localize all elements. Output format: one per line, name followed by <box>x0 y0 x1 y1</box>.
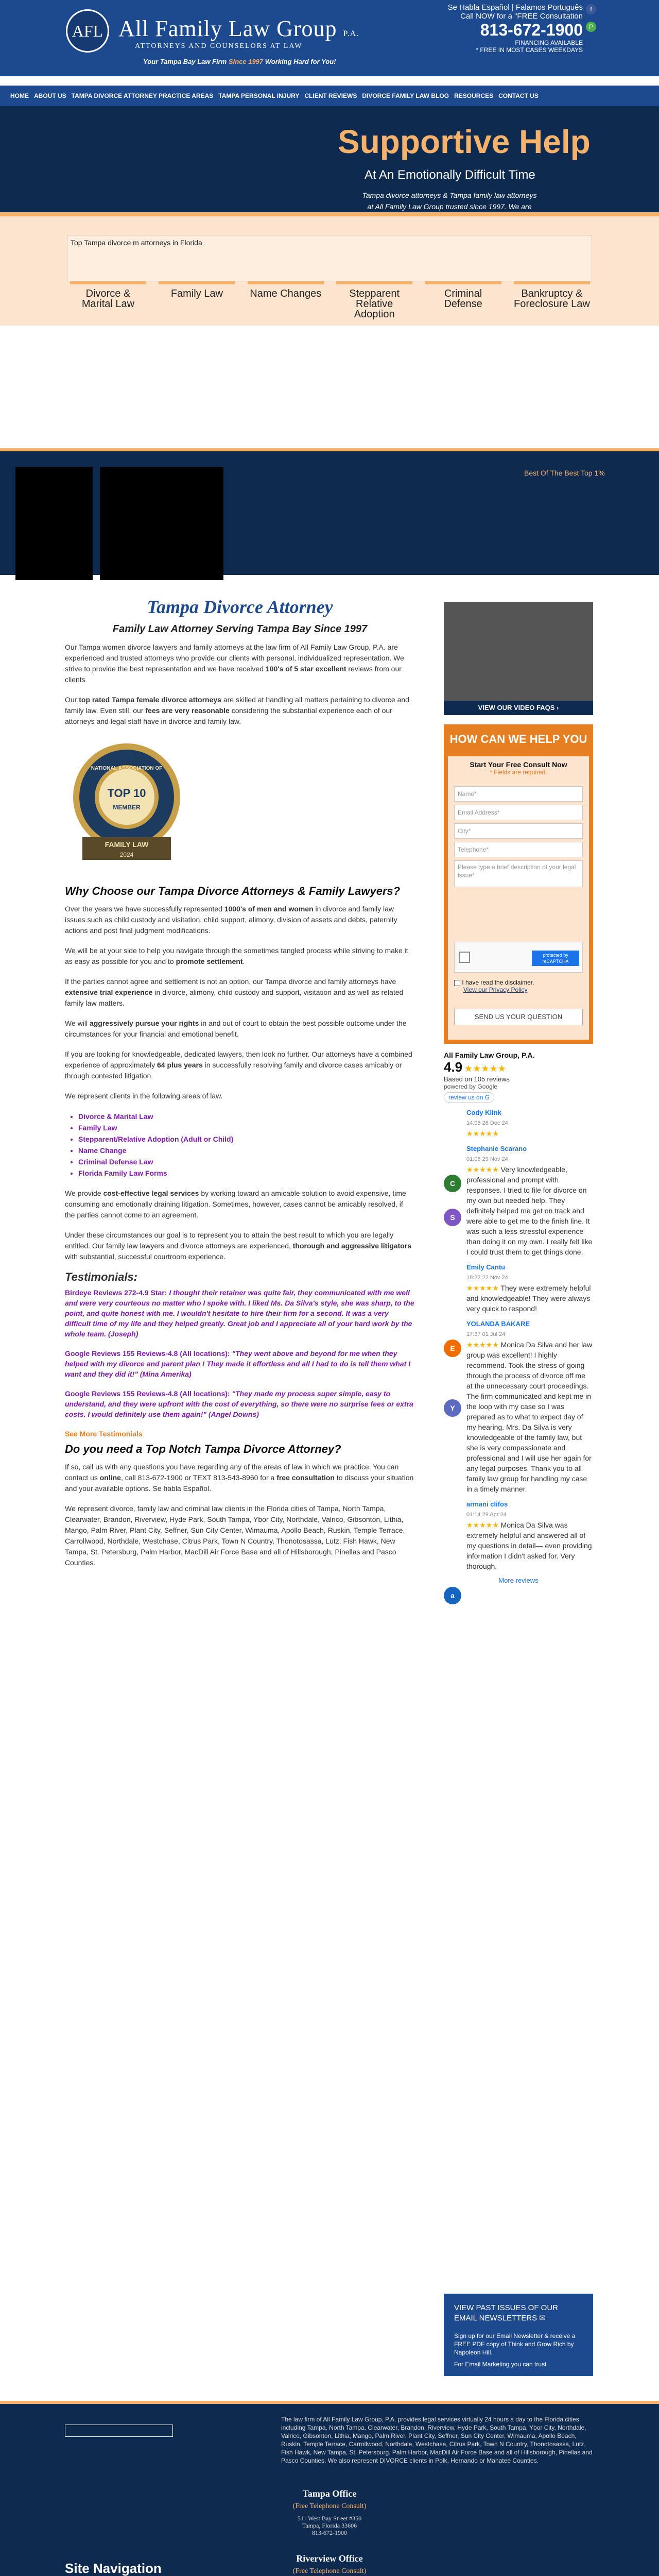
reviewer-avatar: S <box>444 1209 461 1226</box>
page-title: Tampa Divorce Attorney <box>147 597 333 617</box>
category-divorce[interactable]: Divorce & Marital Law <box>70 281 146 319</box>
category-family-law[interactable]: Family Law <box>159 281 235 319</box>
text: If you are looking for knowledgeable, dedicated lawyers, then look no further. Our attorneys have a combined experience of approximately <box>65 1050 412 1069</box>
category-criminal[interactable]: Criminal Defense <box>425 281 501 319</box>
list-item[interactable]: • Name Change <box>78 1145 415 1156</box>
contact-paragraph <box>65 1462 415 1494</box>
header-phone[interactable]: 813-672-1900 <box>480 21 583 39</box>
form-body <box>448 756 589 1040</box>
review-item <box>444 1262 593 1314</box>
text: considering the substantial experience each of our attorneys and legal staff have in divorce and family law. <box>65 706 392 725</box>
disclaimer-checkbox[interactable] <box>454 980 460 986</box>
name-input[interactable]: Name* <box>454 786 583 802</box>
language-note: Se Habla Español | Falamos Português <box>447 3 583 12</box>
hero-body: Tampa divorce attorneys & Tampa family law attorneys at All Family Law Group trusted since 1997. We are <box>362 191 537 211</box>
testimonial-text: "They went above and beyond for me when they helped with my divorce and parent plan ! They made it effortless and all I had to do is tell them what I want and they did it!" (Mina Amerika) <box>65 1349 411 1378</box>
newsletter-body: Sign up for our Email Newsletter & receive a FREE PDF copy of Think and Grow Rich by Napoleon Hill. <box>454 2332 576 2356</box>
footer-logo-box[interactable] <box>65 2425 173 2437</box>
review-stars: ★★★★★ <box>466 1165 499 1174</box>
why-paragraph <box>65 945 415 967</box>
message-textarea[interactable]: Please type a brief description of your legal issue* <box>454 860 583 887</box>
list-item[interactable]: • Divorce & Marital Law <box>78 1111 415 1122</box>
city-input[interactable]: City* <box>454 823 583 839</box>
recaptcha-checkbox[interactable] <box>459 952 470 963</box>
submit-button[interactable]: SEND US YOUR QUESTION <box>454 1009 583 1025</box>
disclaimer-label: I have read the disclaimer. <box>462 979 534 986</box>
list-item[interactable]: • Family Law <box>78 1122 415 1133</box>
badge-mid-text: ATTORNEY <box>111 772 142 778</box>
text: We will be at your side to help you navigate through the sometimes tangled process while striving to make it as easy as possible for you and to <box>65 946 408 965</box>
logo-title[interactable] <box>118 15 359 42</box>
review-us-button[interactable]: review us on G <box>444 1092 494 1103</box>
office-address: Tampa, Florida 33606 <box>302 2522 357 2529</box>
testimonial-text: "They made my process super simple, easy to understand, and they were upfront with the cost of everything, so there were no surprise fees or extra costs. I would definitely use them again!" (Angel Downs) <box>65 1389 413 1418</box>
why-paragraph <box>65 1049 415 1081</box>
video-thumbnail <box>444 602 593 701</box>
testimonial <box>65 1388 415 1419</box>
practice-categories <box>70 281 590 319</box>
text: by working toward an amicable solution to avoid expensive, time consuming and emotionally draining litigation. Sometimes, however, cases cannot be amicably resolved, if the parties cannot come to an agreement. <box>65 1189 406 1219</box>
nav-practice-areas[interactable]: TAMPA DIVORCE ATTORNEY PRACTICE AREAS <box>71 92 214 99</box>
office-phone[interactable]: 813-672-1900 <box>312 2529 347 2536</box>
text: reviews from our clients <box>65 665 402 684</box>
site-header <box>0 0 659 76</box>
text-bold: thorough and aggressive litigators <box>292 1242 412 1250</box>
review-text: Monica Da Silva was extremely helpful and answered all of my questions in detail— even providing information I didn't asked for. Very thorough. <box>466 1521 592 1570</box>
list-item[interactable]: • Florida Family Law Forms <box>78 1167 415 1179</box>
logo[interactable]: AFL <box>66 9 109 53</box>
text: in divorce and family law issues such as child custody and visitation, child support, alimony, division of assets and debts, paternity actions and post final judgment modifications. <box>65 905 397 935</box>
office-title: Tampa Office <box>302 2488 357 2499</box>
free-cases-note: * FREE IN MOST CASES WEEKDAYS <box>476 46 583 54</box>
hero-subtitle: At An Emotionally Difficult Time <box>365 168 535 182</box>
text: Under these circumstances our goal is to represent you to attain the best result to which you are legally entitled. Our family law lawyers and divorce attorneys are experienced, <box>65 1231 394 1250</box>
logo-subtitle: ATTORNEYS AND COUNSELORS AT LAW <box>135 42 303 50</box>
video-faq[interactable] <box>444 602 593 715</box>
review-item <box>444 1144 593 1257</box>
nav-resources[interactable]: RESOURCES <box>454 92 494 99</box>
text-bold: fees are very reasonable <box>145 706 230 715</box>
review-text: Very knowledgeable, professional and prompt with responses. I tried to file for divorce on my own but needed help. They definitely helped me get on track and were able to get me to the finish line. It was such a less stressful experience than doing it on my own. I really felt like I could trust them to get things done. <box>466 1165 593 1256</box>
text-bold: 1000's of men and women <box>224 905 314 913</box>
form-required-note: * Fields are required. <box>490 769 547 776</box>
text: If so, call us with any questions you have regarding any of the areas of law in which we practice. You can contact us <box>65 1463 399 1482</box>
text: in successfully resolving family and divorce cases amicably or through contested litigation. <box>65 1061 402 1080</box>
review-date: 01:06 29 Nov 24 <box>466 1156 508 1162</box>
consult-cta: Call NOW for a "FREE Consultation <box>460 12 583 21</box>
reviewer-name[interactable]: Stephanie Scarano <box>466 1145 527 1153</box>
why-paragraph <box>65 1018 415 1040</box>
nav-home[interactable]: HOME <box>10 92 29 99</box>
contact-form <box>444 724 593 1044</box>
search-label: Top Tampa divorce m attorneys in Florida <box>71 239 202 247</box>
badge-year: 2024 <box>119 851 134 858</box>
nav-personal-injury[interactable]: TAMPA PERSONAL INJURY <box>218 92 300 99</box>
review-stars: ★★★★★ <box>466 1129 499 1138</box>
text-bold: extensive trial experience <box>65 988 153 996</box>
text-bold: 100's of 5 star excellent <box>265 665 346 673</box>
badge-top-text: NATIONAL ASSOCIATION OF <box>91 766 163 771</box>
reviewer-name[interactable]: armani clifos <box>466 1500 508 1508</box>
tagline-post: Working Hard for You! <box>265 58 336 65</box>
search-box[interactable] <box>67 235 592 281</box>
more-reviews-link[interactable]: More reviews <box>498 1577 539 1584</box>
association-badge <box>70 736 183 870</box>
reviewer-avatar: a <box>444 1587 461 1604</box>
main-nav <box>0 86 659 106</box>
review-date: 01:14 29 Apr 24 <box>466 1512 507 1518</box>
office-consult: (Free Telephone Consult) <box>292 2502 367 2510</box>
recaptcha-label: protected by reCAPTCHA <box>532 951 579 966</box>
office-address: 511 West Bay Street #350 <box>297 2515 362 2522</box>
testimonial <box>65 1287 415 1339</box>
review-text: Monica Da Silva and her law group was excellent! I highly recommend. Took the stress of going through the process of divorce off me at the unnecessary court proceedings. The firm communicated and kept me in the loop with my case so I was prepared as to what to expect day of my hearing. Mrs. Da Silva is very knowledgeable of the family law, but she is very compassionate and professional and I will use her again for any legal purposes. Thank you to all family law group for handling my case in a timely manner. <box>466 1341 593 1493</box>
review-count: Based on 105 reviews <box>444 1075 510 1083</box>
services-paragraph <box>65 1188 415 1221</box>
newsletter-box <box>444 2294 593 2376</box>
text: . <box>242 957 245 965</box>
site-navigation <box>65 2561 580 2576</box>
areas-intro: We represent clients in the following areas of law. <box>65 1092 223 1100</box>
text: We provide <box>65 1189 103 1197</box>
main-content <box>65 597 415 1578</box>
text-bold: cost-effective legal services <box>103 1189 199 1197</box>
page-subtitle: Family Law Attorney Serving Tampa Bay Since 1997 <box>112 623 368 635</box>
reviewer-avatar: E <box>444 1340 461 1357</box>
hero-title: Supportive Help <box>338 123 591 160</box>
review-score: 4.9 <box>444 1059 463 1075</box>
intro-paragraph <box>65 642 415 685</box>
reviewer-name[interactable]: YOLANDA BAKARE <box>466 1320 530 1328</box>
disclaimer-row[interactable] <box>454 979 534 993</box>
review-item <box>444 1319 593 1494</box>
text: are skilled at handling all matters pertaining to divorce and family law. Even still, our <box>65 696 409 715</box>
practice-areas-list <box>78 1111 415 1179</box>
site-nav-title: Site Navigation <box>65 2561 162 2576</box>
tagline <box>143 58 336 65</box>
text: , call <box>120 1473 138 1482</box>
online-link[interactable]: online <box>99 1473 121 1482</box>
text: If the parties cannot agree and settlement is not an option, our Tampa divorce and family attorneys have <box>65 977 396 986</box>
category-name-changes[interactable]: Name Changes <box>248 281 324 319</box>
nav-contact[interactable]: CONTACT US <box>498 92 539 99</box>
testimonial-text: I thought their retainer was quite fair, they communicated with me well and were very courteous no matter who I spoke with. I liked Ms. Da Silva's style, she was sharp, to the point, and quite honest with me. I wouldn't hesitate to hire their firm for a second. It was a very difficult time of my life and they helped greatly. Great job and I appreciate all of your hard work by the whole team. (Joseph) <box>65 1289 414 1338</box>
testimonials-heading: Testimonials: <box>65 1270 137 1283</box>
review-date: 14:06 26 Dec 24 <box>466 1120 508 1126</box>
review-stars: ★★★★★ <box>466 1521 499 1529</box>
text: or TEXT 813-543-8960 for a <box>182 1473 277 1482</box>
reviewer-name[interactable]: Emily Cantu <box>466 1263 506 1271</box>
badge-top10: TOP 10 <box>107 787 146 800</box>
category-adoption[interactable]: Stepparent Relative Adoption <box>336 281 412 319</box>
badge-bottom-text: FAMILY LAW <box>105 840 149 849</box>
list-item[interactable]: • Stepparent/Relative Adoption (Adult or Child) <box>78 1133 415 1145</box>
phone-input[interactable]: Telephone* <box>454 842 583 857</box>
reviewer-avatar: Y <box>444 1399 461 1417</box>
pinterest-icon[interactable]: P <box>586 22 596 32</box>
list-item[interactable]: • Criminal Defense Law <box>78 1156 415 1167</box>
review-firm: All Family Law Group, P.A. <box>444 1051 535 1059</box>
form-title: HOW CAN WE HELP YOU <box>449 733 587 745</box>
tagline-pre: Your Tampa Bay Law Firm <box>143 58 227 65</box>
logo-title-suffix: P.A. <box>343 29 359 38</box>
footer-description: The law firm of All Family Law Group, P.A. provides legal services virtually 24 hours a day to the Florida cities including Tampa, North Tampa, Clearwater, Brandon, Riverview, Hyde Park, South Tampa, Ybor City, Northdale, Valrico, Gibsonton, Lithia, Mango, Palm River, Plant City, Seffner, Sun City Center, Wimauma, Apollo Beach, Ruskin, Temple Terrace, Carrollwood, Northdale, Westchase, Citrus Park, Town N Country, Thonotosassa, Lutz, Fish Hawk, New Tampa, St. Petersburg, Palm Harbor, MacDill Air Force Base and all of Hillsborough, Pinellas and Pasco Counties. We also represent DIVORCE clients in Polk, Hernando or Manatee Counties. <box>281 2416 593 2464</box>
privacy-link[interactable]: View our Privacy Policy <box>463 986 528 993</box>
text: in divorce, alimony, child custody and support, visitation and as well as related family law matters. <box>65 988 404 1007</box>
text: Our Tampa women divorce lawyers and family attorneys at the law firm of All Family Law Group, P.A. are experienced and trusted attorneys who provide our clients with personal, individualized representation. We strive to provide the best representation and we have received <box>65 643 404 673</box>
tagline-since: Since 1997 <box>228 58 264 65</box>
text: Over the years we have successfully represented <box>65 905 224 913</box>
office-consult: (Free Telephone Consult) <box>292 2567 367 2575</box>
need-attorney-heading: Do you need a Top Notch Tampa Divorce Attorney? <box>65 1443 341 1455</box>
sidebar <box>444 602 593 1584</box>
text: Our <box>65 696 79 704</box>
text-bold: 64 plus years <box>157 1061 203 1069</box>
review-item <box>444 1108 593 1139</box>
form-subtitle: Start Your Free Consult Now <box>470 760 567 769</box>
why-paragraph <box>65 904 415 936</box>
newsletter-title[interactable]: VIEW PAST ISSUES OF OUR EMAIL NEWSLETTERS ✉ <box>454 2303 558 2323</box>
office-tampa <box>0 2488 659 2536</box>
text: in and out of court to obtain the best possible outcome under the circumstances for your financial and emotional benefit. <box>65 1019 407 1038</box>
see-more-testimonials-link[interactable]: See More Testimonials <box>65 1430 143 1438</box>
text-bold: aggressively pursue your rights <box>89 1019 199 1027</box>
category-bankruptcy[interactable]: Bankruptcy & Foreclosure Law <box>514 281 590 319</box>
office-title: Riverview Office <box>296 2553 363 2564</box>
media-block[interactable] <box>100 467 223 580</box>
cities-paragraph: We represent divorce, family law and criminal law clients in the Florida cities of Tampa, North Tampa, Clearwater, Brandon, Riverview, Hyde Park, South Tampa, Ybor City, Northdale, Valrico, Gibsonton, Lithia, Mango, Palm River, Plant City, Seffner, Sun City Center, Wimauma, Apollo Beach, Ruskin, Temple Terrace, Carrollwood, Northdale, Westchase, Citrus Park, Town N Country, Thonotosassa, Lutz, Fish Hawk, New Tampa, St. Petersburg, Palm Harbor, MacDill Air Force Base and all of Hillsborough, Pinellas and Pasco Counties. <box>65 1504 405 1567</box>
recaptcha[interactable] <box>454 942 583 973</box>
why-paragraph <box>65 976 415 1009</box>
logo-title-text: All Family Law Group <box>118 16 337 41</box>
header-contact <box>448 3 583 54</box>
video-faq-label[interactable]: VIEW OUR VIDEO FAQS › <box>444 701 593 715</box>
review-date: 18:22 22 Nov 24 <box>466 1275 508 1281</box>
testimonial-source: Birdeye Reviews 272-4.9 Star: <box>65 1289 167 1297</box>
financing-note: FINANCING AVAILABLE <box>515 39 583 46</box>
best-of-label: Best Of The Best Top 1% <box>524 469 605 477</box>
testimonial-source: Google Reviews 155 Reviews-4.8 (All locations): <box>65 1349 230 1358</box>
nav-client-reviews[interactable]: CLIENT REVIEWS <box>304 92 357 99</box>
testimonial-source: Google Reviews 155 Reviews-4.8 (All locations): <box>65 1389 230 1398</box>
text-bold: top rated Tampa female divorce attorneys <box>79 696 221 704</box>
text: with substantial, successful courtroom experience. <box>65 1252 226 1261</box>
review-item <box>444 1499 593 1571</box>
review-stars: ★★★★★ <box>466 1341 499 1349</box>
review-text: They were extremely helpful and knowledgeable! They were always very quick to respond! <box>466 1284 591 1313</box>
why-choose-heading: Why Choose our Tampa Divorce Attorneys & Family Lawyers? <box>65 885 401 897</box>
review-stars: ★★★★★ <box>466 1284 499 1292</box>
phone-link[interactable]: 813-672-1900 <box>137 1473 183 1482</box>
text-bold: free consultation <box>276 1473 335 1482</box>
facebook-icon[interactable]: f <box>586 4 596 14</box>
intro-paragraph-2 <box>65 694 415 727</box>
nav-about[interactable]: ABOUT US <box>34 92 66 99</box>
google-reviews <box>444 1050 593 1584</box>
text: to discuss your situation and your available options. Se habla Español. <box>65 1473 414 1493</box>
powered-by: powered by Google <box>444 1083 498 1090</box>
rating-stars: ★★★★★ <box>464 1063 506 1074</box>
review-date: 17:37 01 Jul 24 <box>466 1331 506 1337</box>
site-footer <box>0 2401 659 2576</box>
nav-blog[interactable]: DIVORCE FAMILY LAW BLOG <box>362 92 449 99</box>
badge-member: MEMBER <box>113 804 141 811</box>
testimonial <box>65 1348 415 1379</box>
reviewer-name[interactable]: Cody Klink <box>466 1109 501 1116</box>
email-input[interactable]: Email Address* <box>454 805 583 820</box>
reviewer-avatar: C <box>444 1175 461 1192</box>
media-block[interactable] <box>15 467 93 580</box>
text-bold: promote settlement <box>176 957 243 965</box>
services-paragraph <box>65 1230 415 1262</box>
newsletter-footer[interactable]: For Email Marketing you can trust <box>454 2361 547 2368</box>
text: We will <box>65 1019 90 1027</box>
